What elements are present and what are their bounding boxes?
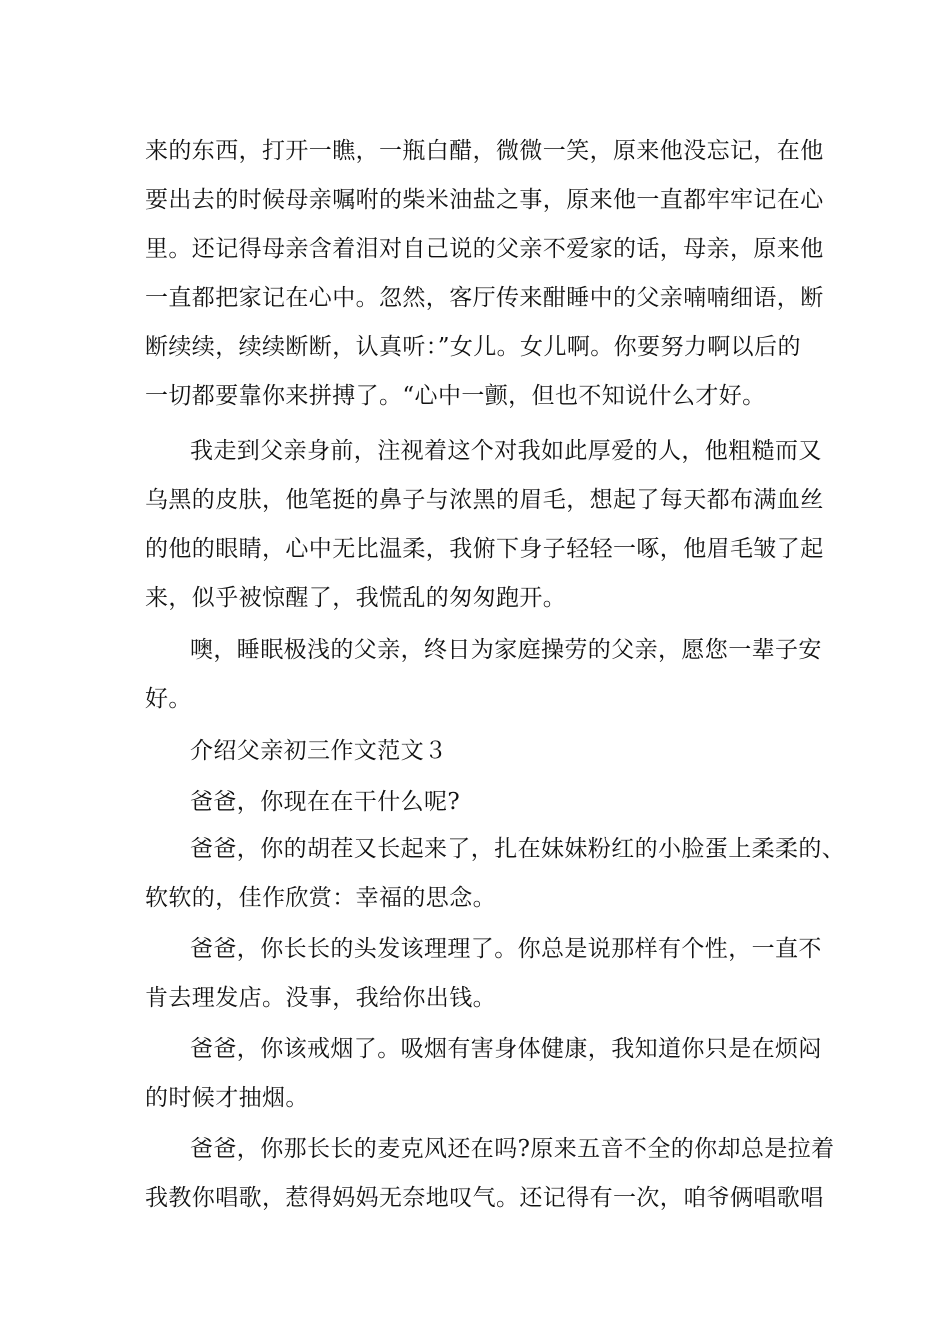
body-text-line: 里。还记得母亲含着泪对自己说的父亲不爱家的话，母亲，原来他: [145, 236, 824, 262]
paragraph-first-line: 噢，睡眠极浅的父亲，终日为家庭操劳的父亲，愿您一辈子安: [190, 637, 822, 663]
paragraph-first-line: 我走到父亲身前，注视着这个对我如此厚爱的人，他粗糙而又: [190, 438, 822, 464]
body-text-line: 好。: [145, 686, 192, 712]
body-text-line: 乌黑的皮肤，他笔挺的鼻子与浓黑的眉毛，想起了每天都布满血丝: [145, 487, 824, 513]
paragraph-first-line: 爸爸，你现在在干什么呢?: [190, 789, 461, 815]
body-text-line: 肯去理发店。没事，我给你出钱。: [145, 985, 496, 1011]
body-text-line: 一切都要靠你来拼搏了。“心中一颤，但也不知说什么才好。: [145, 383, 766, 409]
paragraph-first-line: 爸爸，你的胡茬又长起来了，扎在妹妹粉红的小脸蛋上柔柔的、: [190, 836, 846, 862]
body-text-line: 要出去的时候母亲嘱咐的柴米油盐之事，原来他一直都牢牢记在心: [145, 187, 824, 213]
body-text-line: 来，似乎被惊醒了，我慌乱的匆匆跑开。: [145, 585, 567, 611]
body-text-line: 软软的，佳作欣赏：幸福的思念。: [145, 885, 496, 911]
section-heading: 介绍父亲初三作文范文３: [190, 738, 448, 764]
body-text-line: 断续续，续续断断，认真听：”女儿。女儿啊。你要努力啊以后的: [145, 334, 801, 360]
body-text-line: 来的东西，打开一瞧，一瓶白醋，微微一笑，原来他没忘记，在他: [145, 138, 824, 164]
body-text-line: 一直都把家记在心中。忽然，客厅传来酣睡中的父亲喃喃细语，断: [145, 285, 824, 311]
paragraph-first-line: 爸爸，你该戒烟了。吸烟有害身体健康，我知道你只是在烦闷: [190, 1036, 822, 1062]
body-text-line: 的时候才抽烟。: [145, 1085, 309, 1111]
body-text-line: 的他的眼睛，心中无比温柔，我俯下身子轻轻一啄，他眉毛皱了起: [145, 536, 824, 562]
paragraph-first-line: 爸爸，你长长的头发该理理了。你总是说那样有个性，一直不: [190, 936, 822, 962]
paragraph-first-line: 爸爸，你那长长的麦克风还在吗?原来五音不全的你却总是拉着: [190, 1136, 835, 1162]
body-text-line: 我教你唱歌，惹得妈妈无奈地叹气。还记得有一次，咱爷俩唱歌唱: [145, 1185, 824, 1211]
